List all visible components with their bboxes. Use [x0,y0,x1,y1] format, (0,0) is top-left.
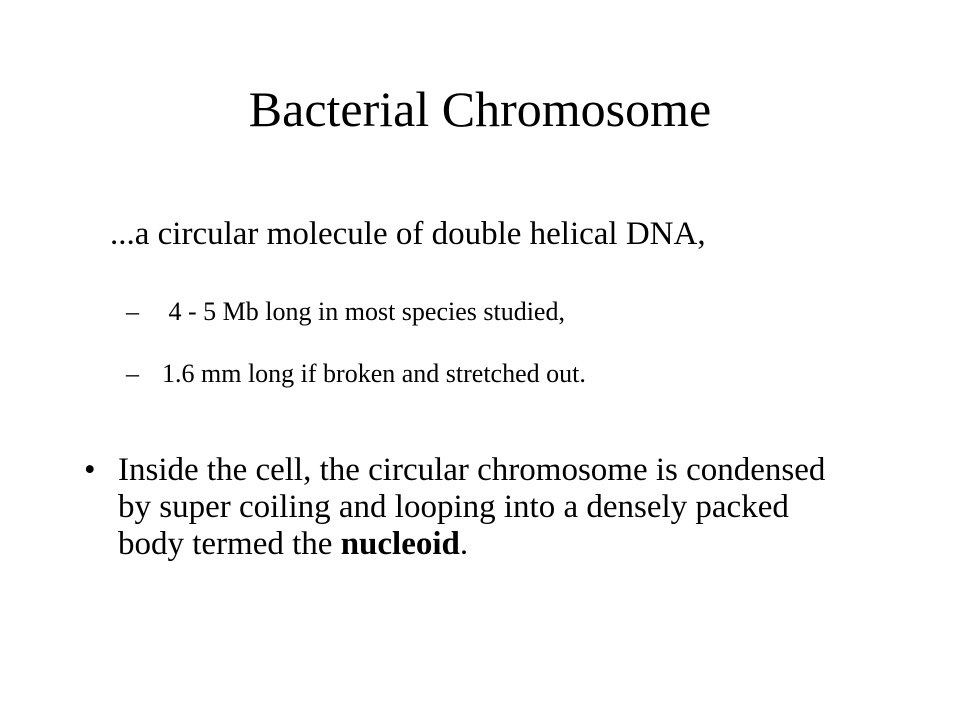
sub-bullet-item [126,296,586,358]
dash-marker: – [126,297,139,326]
bullet-text: Inside the cell, the circular chromosome is condensed by super coiling and looping into a densely packed body termed the [118,452,826,562]
sub-bullet-item [126,358,586,420]
main-bullet-item [84,452,854,563]
sub-bullet-text: 1.6 mm long if broken and stretched out. [162,359,586,388]
bold-term: nucleoid [340,526,460,562]
dash-marker: – [126,359,139,388]
bullet-end: . [459,526,469,562]
sub-bullet-list [126,296,586,420]
main-bullet-list [84,452,854,563]
slide-title: Bacterial Chromosome [248,81,712,137]
bullet-marker: • [84,452,96,488]
sub-bullet-text: 4 - 5 Mb long in most species studied, [162,297,565,326]
intro-text: ...a circular molecule of double helical DNA, [110,216,706,252]
